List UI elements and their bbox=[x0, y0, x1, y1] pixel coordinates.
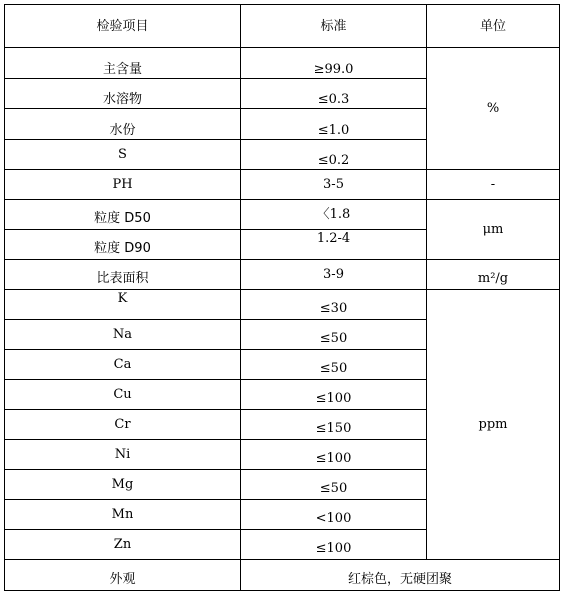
standard-cell: 3-9 bbox=[241, 260, 427, 290]
standard-cell: <100 bbox=[241, 500, 427, 530]
item-cell: K bbox=[5, 290, 241, 320]
standard-cell: ≤100 bbox=[241, 380, 427, 410]
item-cell: 水份 bbox=[5, 109, 241, 140]
unit-cell-ph: - bbox=[427, 170, 560, 200]
item-cell: Zn bbox=[5, 530, 241, 560]
item-cell: Na bbox=[5, 320, 241, 350]
table-row bbox=[5, 260, 560, 290]
standard-cell: ≤150 bbox=[241, 410, 427, 440]
standard-cell: ≤100 bbox=[241, 530, 427, 560]
standard-cell: ≤0.2 bbox=[241, 140, 427, 170]
footer-item-cell: 外观 bbox=[5, 560, 241, 591]
item-cell: PH bbox=[5, 170, 241, 200]
table-row bbox=[5, 200, 560, 230]
unit-cell-size: μm bbox=[427, 200, 560, 260]
table-row bbox=[5, 170, 560, 200]
item-cell: 比表面积 bbox=[5, 260, 241, 290]
item-cell: Ni bbox=[5, 440, 241, 470]
standard-cell: ≤30 bbox=[241, 290, 427, 320]
standard-cell: ≤50 bbox=[241, 320, 427, 350]
table-row bbox=[5, 290, 560, 320]
table-row bbox=[5, 48, 560, 79]
item-cell: 水溶物 bbox=[5, 79, 241, 109]
header-unit-cell: 单位 bbox=[427, 5, 560, 48]
header-standard-cell: 标准 bbox=[241, 5, 427, 48]
unit-cell-ppm: ppm bbox=[427, 290, 560, 560]
item-cell: 粒度 D90 bbox=[5, 230, 241, 260]
standard-cell: ≤100 bbox=[241, 440, 427, 470]
item-cell: 主含量 bbox=[5, 48, 241, 79]
item-cell: 粒度 D50 bbox=[5, 200, 241, 230]
standard-cell: ≤50 bbox=[241, 470, 427, 500]
item-cell: Cr bbox=[5, 410, 241, 440]
header-item-cell: 检验项目 bbox=[5, 5, 241, 48]
item-cell: Cu bbox=[5, 380, 241, 410]
standard-cell: ≥99.0 bbox=[241, 48, 427, 79]
standard-cell: 3-5 bbox=[241, 170, 427, 200]
footer-row bbox=[5, 560, 560, 591]
unit-cell-percent: % bbox=[427, 48, 560, 170]
item-cell: Mg bbox=[5, 470, 241, 500]
item-cell: S bbox=[5, 140, 241, 170]
item-cell: Ca bbox=[5, 350, 241, 380]
standard-cell: 1.2-4 bbox=[241, 230, 427, 260]
standard-cell: ≤0.3 bbox=[241, 79, 427, 109]
header-row bbox=[5, 5, 560, 48]
standard-cell: ≤1.0 bbox=[241, 109, 427, 140]
standard-cell: 〈1.8 bbox=[241, 200, 427, 230]
item-cell: Mn bbox=[5, 500, 241, 530]
standard-cell: ≤50 bbox=[241, 350, 427, 380]
inspection-spec-table bbox=[4, 4, 560, 591]
unit-cell-surface: m²/g bbox=[427, 260, 560, 290]
footer-standard-cell: 红棕色，无硬团聚 bbox=[241, 560, 560, 591]
